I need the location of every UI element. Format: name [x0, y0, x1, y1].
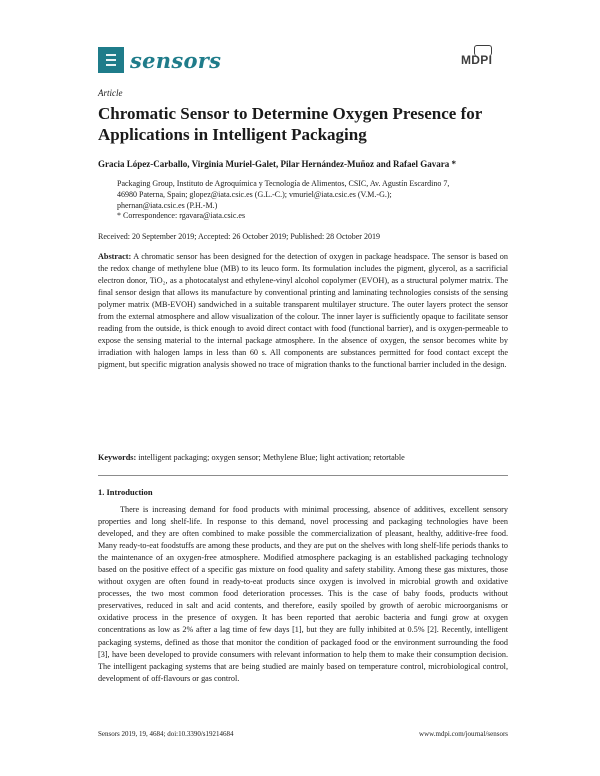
affiliation-line: phernan@iata.csic.es (P.H.-M.): [117, 200, 218, 210]
section-divider: [98, 475, 508, 476]
keywords-text: intelligent packaging; oxygen sensor; Methylene Blue; light activation; retortable: [136, 453, 405, 462]
abstract: [98, 251, 508, 371]
abstract-label: Abstract:: [98, 252, 132, 261]
journal-logo: [98, 45, 221, 75]
affiliation-line: Packaging Group, Instituto de Agroquímica y Tecnología de Alimentos, CSIC, Av. Agustín Escardino 7,: [117, 179, 450, 188]
article-type: Article: [98, 88, 123, 98]
introduction-paragraph: There is increasing demand for food products with minimal processing, absence of additives, excellent sensory properties and long shelf-life. In response to this demand, novel processing and packaging technologies have been developed, and they are often combined to make possible the commercialization of pleasant, healthy, additive-free food. Many ready-to-eat foodstuffs are among these products, and they are put on the shelves with long shelf-life periods thanks to the maintenance of an oxygen-free atmosphere. Modified atmosphere packaging is an established packaging technology based on the positive effect of a specific gas mixture on food quality and safety stability. Among these gas mixtures, those without oxygen are often found in ready-to-eat products since oxygen is involved in microbial growth and oxidative processes, the two most common food deterioration processes. This is the case of baby foods, products without preservatives, reduced in salt and acid contents, and therefore, easily spoiled by growth of aerobic microorganisms or oxidative process in the presence of oxygen. It has been reported that aerobic bacteria and fungi grow at oxygen concentrations as low as 2% after a lag time of few days [1], but they are fully inhibited at 0.5% [2]. Recently, intelligent packaging systems, defined as those that monitor the condition of packaged food or the environment surrounding the food [3], have been developed to provide consumers with relevant information to help them to make their consumption decision. The intelligent packaging systems that are being studied are mainly based on temperature control, microbiological control, development of off-flavours or gas control.: [98, 505, 508, 683]
sensors-logo-icon: [98, 47, 124, 73]
article-title: Chromatic Sensor to Determine Oxygen Presence for Applications in Intelligent Packaging: [98, 104, 482, 144]
footer-url[interactable]: www.mdpi.com/journal/sensors: [419, 730, 508, 738]
keywords-label: Keywords:: [98, 453, 137, 462]
author-list: Gracia López-Carballo, Virginia Muriel-Galet, Pilar Hernández-Muñoz and Rafael Gavara *: [98, 159, 457, 169]
correspondence: * Correspondence: rgavara@iata.csic.es: [117, 211, 246, 221]
section-heading: 1. Introduction: [98, 487, 153, 497]
journal-name: sensors: [130, 47, 222, 73]
abstract-text: A chromatic sensor has been designed for the detection of oxygen in package headspace. The sensor is based on the redox change of methylene blue (MB) to its leuco form. Its formulation includes the pigment, glycerol, as a sacrificial electron donor, TiO₂, as a photocatalyst and ethylene-vinyl alcohol copolymer (EVOH), as a structural polymer matrix. The final sensor design that allows its manufacture by conventional printing and laminating technologies consists of the sensing polymer matrix (MB-EVOH) sandwiched in a suitable transparent multilayer structure. The outer layers protect the sensor from the external atmosphere and allow visualization of the colour. The inner layer is sufficiently opaque to facilitate sensor reading from the outside, is thick enough to avoid direct contact with food (functional barrier), and is oxygen-permeable to expose the sensing material to the internal package atmosphere. In the absence of oxygen, the sensor becomes white by irradiation with halogen lamps in less than 60 s. All components are substances permitted for food contact except the pigment, but specific migration analysis showed no trace of migration thanks to the functional barrier included in the design.: [98, 252, 508, 370]
publisher-logo: [461, 45, 503, 75]
affiliations: [117, 179, 512, 222]
publication-dates: Received: 20 September 2019; Accepted: 26 October 2019; Published: 28 October 2019: [98, 232, 380, 241]
affiliation-line: 46980 Paterna, Spain; glopez@iata.csic.es (G.L.-C.); vmuriel@iata.csic.es (V.M.-G.);: [117, 189, 392, 199]
footer-citation: Sensors 2019, 19, 4684; doi:10.3390/s19214684: [98, 730, 234, 738]
keywords: [98, 453, 405, 462]
publisher-name: MDPI: [461, 53, 493, 67]
